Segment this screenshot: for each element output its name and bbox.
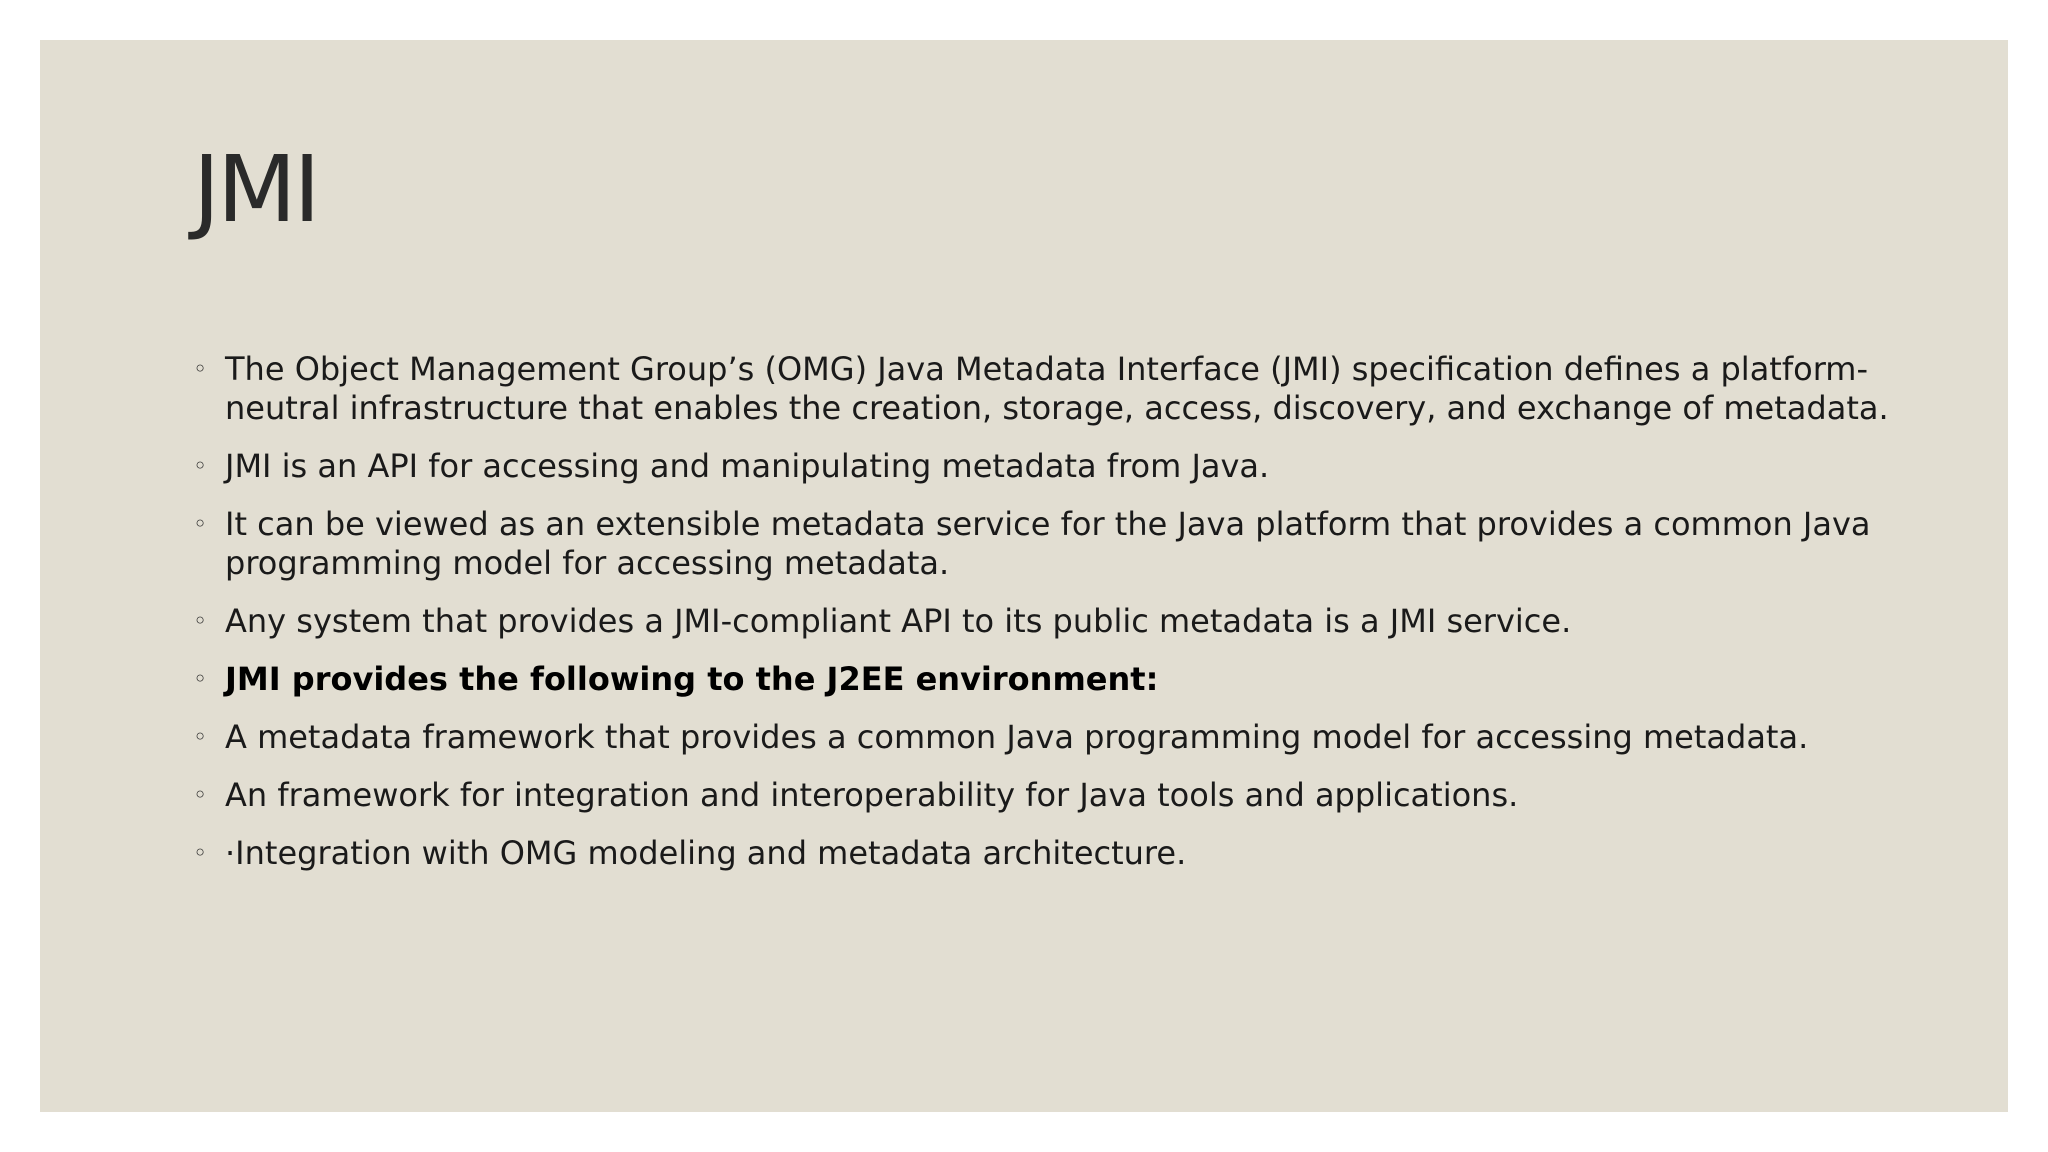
bullet-text: JMI is an API for accessing and manipulating metadata from Java. bbox=[225, 447, 1270, 485]
bullet-text: JMI provides the following to the J2EE environment: bbox=[225, 660, 1159, 698]
bullet-text: ·Integration with OMG modeling and metadata architecture. bbox=[225, 834, 1187, 872]
bullet-item bbox=[193, 447, 1913, 486]
bullet-text: Any system that provides a JMI-compliant API to its public metadata is a JMI service. bbox=[225, 602, 1572, 640]
bullet-marker-icon: ◦ bbox=[193, 355, 208, 383]
bullet-marker-icon: ◦ bbox=[193, 781, 208, 809]
slide bbox=[40, 40, 2008, 1112]
slide-title: JMI bbox=[193, 136, 318, 243]
bullet-text: An framework for integration and interoperability for Java tools and applications. bbox=[225, 776, 1519, 814]
bullet-text: It can be viewed as an extensible metadata service for the Java platform that provides a common Java programming model for accessing metadata. bbox=[225, 505, 1871, 582]
bullet-text: The Object Management Group’s (OMG) Java Metadata Interface (JMI) specification defines a platform-neutral infrastructure that enables the creation, storage, access, discovery, and exchange of metadata. bbox=[225, 350, 1889, 427]
bullet-text: A metadata framework that provides a common Java programming model for accessing metadata. bbox=[225, 718, 1809, 756]
bullet-marker-icon: ◦ bbox=[193, 510, 208, 538]
bullet-item bbox=[193, 834, 1913, 873]
bullet-list bbox=[193, 350, 1913, 892]
bullet-marker-icon: ◦ bbox=[193, 607, 208, 635]
bullet-marker-icon: ◦ bbox=[193, 452, 208, 480]
bullet-item-bold bbox=[193, 660, 1913, 699]
bullet-item bbox=[193, 350, 1913, 428]
bullet-marker-icon: ◦ bbox=[193, 665, 208, 693]
bullet-marker-icon: ◦ bbox=[193, 723, 208, 751]
bullet-marker-icon: ◦ bbox=[193, 839, 208, 867]
bullet-item bbox=[193, 505, 1913, 583]
bullet-item bbox=[193, 776, 1913, 815]
bullet-item bbox=[193, 718, 1913, 757]
bullet-item bbox=[193, 602, 1913, 641]
